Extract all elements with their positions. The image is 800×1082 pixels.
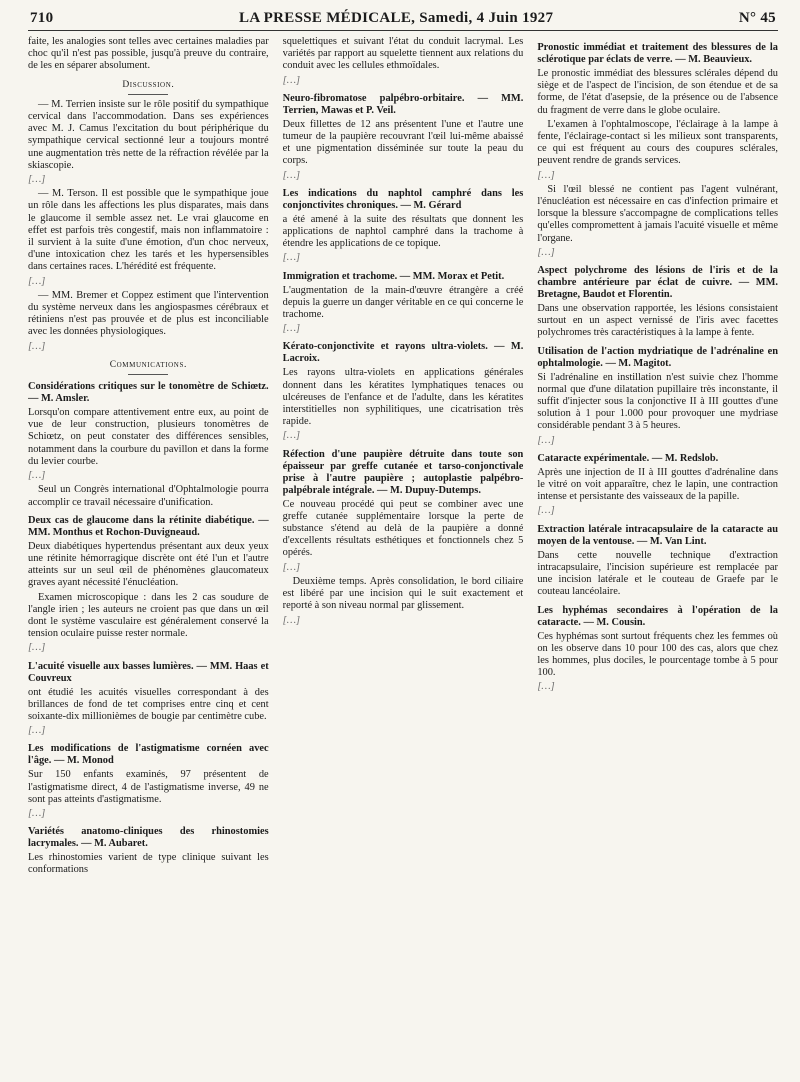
article-heading: Deux cas de glaucome dans la rétinite diabétique. — MM. Monthus et Rochon-Duvigneaud. [28,514,269,538]
column-2 [283,36,524,1064]
paragraph: faite, les analogies sont telles avec certaines maladies par choc qu'il n'est pas possible, jusqu'à preuve du contraire, de les en séparer absolument. [28,36,269,72]
paragraph: squelettiques et suivant l'état du conduit lacrymal. Les variétés par rapport au squelette tiennent aux relations du conduit avec les cellules ethmoïdales. [282,36,524,72]
article-heading: Kérato-conjonctivite et rayons ultra-violets. — M. Lacroix. [282,341,524,365]
paragraph: Lorsqu'on compare attentivement entre eux, au point de vue de leur construction, plusieurs tonomètres de Schiœtz, on peut constater des différences sensibles, notamment dans la courbure du pavillon et dans la forme du levier courbe. [28,407,269,467]
column-1 [28,36,269,1064]
placeholder: […] [282,323,300,335]
placeholder: […] [28,642,46,654]
paragraph: Dans cette nouvelle technique d'extraction intracapsulaire, l'incision supérieure est remplacée par une incision latérale et le couteau de Graefe par le couteau lancéolaire. [537,549,778,598]
text-columns [28,36,778,1064]
paragraph: Le pronostic immédiat des blessures sclérales dépend du siège et de l'aspect de l'incision, de son étendue et de sa forme, de l'état d'asepsie, de la présence ou de l'absence du fragment de verre dans le globe oculaire. [537,68,778,116]
placeholder: […] [282,614,300,626]
journal-title: LA PRESSE MÉDICALE, Samedi, 4 Juin 1927 [239,10,554,26]
placeholder: […] [28,725,46,737]
article-heading: L'acuité visuelle aux basses lumières. — MM. Haas et Couvreux [28,660,269,684]
placeholder: […] [282,169,300,181]
page-number: 710 [30,10,54,26]
paragraph: Deux diabétiques hypertendus présentant aux deux yeux une rétinite hémorragique discrète ont été l'un et l'autre atteints sur un seul œil de phénomènes glaucomateux graves ayant nécessité l'énucléation. [28,540,269,589]
paragraph: Seul un Congrès international d'Ophtalmologie pourra accomplir ce travail nécessaire d'unification. [28,484,269,508]
paragraph: Deuxième temps. Après consolidation, le bord ciliaire est libéré par une incision qui le suit exactement et reporté à son niveau normal par glissement. [282,575,524,612]
placeholder: […] [28,470,46,482]
paragraph: — M. Terson. Il est possible que le sympathique joue un rôle dans les affections les plus disparates, mais dans le glaucome il semble assez net. Le vrai glaucome en effet est parfois très congestif, mais non inflammatoire : il survient à la suite d'une émotion, d'un choc nerveux, d'une intoxication chez les tarés et les hypersensibles dans certaines races. L'hérédité est fréquente. [28,188,269,273]
placeholder: […] [282,430,300,442]
placeholder: […] [537,169,555,181]
placeholder: […] [28,340,46,352]
article-heading: Les hyphémas secondaires à l'opération de la cataracte. — M. Cousin. [537,604,778,628]
paragraph: — MM. Bremer et Coppez estiment que l'intervention du système nerveux dans les angiospasmes cérébraux et rétiniens n'est pas prouvée et de plus est inconciliable avec les données physiologiques. [28,289,269,338]
section-rubric-communications: Communications. [28,359,269,375]
placeholder: […] [537,505,555,517]
article-heading: Extraction latérale intracapsulaire de la cataracte au moyen de la ventouse. — M. Van Lint. [537,523,778,547]
article-heading: Cataracte expérimentale. — M. Redslob. [537,452,719,464]
article-heading: Considérations critiques sur le tonomètre de Schiœtz. — M. Amsler. [28,381,269,405]
placeholder: […] [282,74,300,86]
article-heading: Les modifications de l'astigmatisme cornéen avec l'âge. — M. Monod [28,743,269,767]
paragraph: Si l'œil blessé ne contient pas l'agent vulnérant, l'énucléation est nécessaire en cas d'infection primaire et lorsque la blessure s'accompagne de complications telles qu'elles compromettent à jamais l'acuité visuelle et même l'organe. [537,183,778,244]
section-rubric-discussion: Discussion. [28,79,269,95]
paragraph: Ces hyphémas sont surtout fréquents chez les femmes où on les observe dans 10 pour 100 des cas, alors que chez les hommes, plus dociles, le pourcentage tombe à 5 pour 100. [537,630,778,679]
article-heading: Réfection d'une paupière détruite dans toute son épaisseur par greffe cutanée et tarso-conjonctivale prise à l'autre paupière ; autoplastie palpébro-palpébrale intégrale. — M. Dupuy-Dutemps. [282,448,524,496]
column-3 [537,36,778,1064]
placeholder: […] [282,252,300,264]
paragraph: L'augmentation de la main-d'œuvre étrangère a créé depuis la guerre un danger véritable en ce qui concerne le trachome. [282,284,524,321]
article-heading: Immigration et trachome. — MM. Morax et Petit. [282,270,505,282]
placeholder: […] [537,434,555,446]
paragraph: Les rayons ultra-violets en applications générales donnent dans les kératites lymphatiques tenaces ou ulcéreuses de l'enfance et de l'adulte, dans les kératites interstitielles non syphilitiques, une cicatrisation très rapide. [282,367,524,428]
placeholder: […] [282,561,300,573]
issue-number: N° 45 [738,10,776,26]
paragraph: — M. Terrien insiste sur le rôle positif du sympathique cervical dans l'accommodation. Dans ses expériences avec M. J. Camus l'excitation du bout périphérique du sympathique cervical sectionné leur a toujours montré une augmentation très nette de la réfraction révélée par la skiascopie. [28,98,269,171]
paragraph: ont étudié les acuités visuelles correspondant à des brillances de fond de tet comprises entre cinq et cent soixante-dix millionièmes de bougie par centimètre cube. [28,686,269,722]
paragraph: L'examen à l'ophtalmoscope, l'éclairage à la lampe à fente, l'éclairage-contact si les milieux sont transparents, ce qui est fréquent au cours des coupures sclérales, peuvent rendre de grands services. [537,118,778,167]
paragraph: Examen microscopique : dans les 2 cas soudure de l'angle irien ; les auteurs ne croient pas que dans un œil dont le système vasculaire est généralement conservé la tension oculaire puisse rester normale. [28,591,269,640]
article-heading: Neuro-fibromatose palpébro-orbitaire. — MM. Terrien, Mawas et P. Veil. [282,92,524,116]
placeholder: […] [28,174,46,186]
article-heading: Les indications du naphtol camphré dans les conjonctivites chroniques. — M. Gérard [282,187,524,211]
placeholder: […] [28,807,46,819]
paragraph: Si l'adrénaline en instillation n'est suivie chez l'homme normal que d'une dilatation pupillaire très inconstante, il suffit d'injecter sous la conjonctive II à III gouttes d'une solution à 1 pour 1.000 pour provoquer une mydriase considérable pendant 3 à 5 heures. [537,371,778,432]
paragraph: Dans une observation rapportée, les lésions consistaient surtout en un aspect vernissé de l'iris avec facettes polychromes très caractéristiques à la lampe à fente. [537,303,778,339]
paragraph: Deux fillettes de 12 ans présentent l'une et l'autre une tumeur de la paupière recouvrant l'œil lui-même abaissé et une pigmentation disséminée sur toute la peau du corps. [282,118,524,167]
article-heading: Pronostic immédiat et traitement des blessures de la sclérotique par éclats de verre. — M. Beauvieux. [537,42,778,65]
placeholder: […] [537,681,555,693]
paragraph: Après une injection de II à III gouttes d'adrénaline dans le vitré on voit apparaître, chez le lapin, une contraction intense et persistante des vaisseaux de la papille. [537,466,778,503]
placeholder: […] [537,246,555,258]
placeholder: […] [28,275,46,287]
paragraph: Les rhinostomies varient de type clinique suivant les conformations [28,852,269,876]
paragraph: Ce nouveau procédé qui peut se combiner avec une greffe cutanée supplémentaire lorsque la perte de substance s'étend au delà de la paupière a donné d'excellents résultats esthétiques et fonctionnels chez 5 opérés. [282,498,524,559]
article-heading: Utilisation de l'action mydriatique de l'adrénaline en ophtalmologie. — M. Magitot. [537,345,778,369]
paragraph: Sur 150 enfants examinés, 97 présentent de l'astigmatisme direct, 4 de l'astigmatisme inverse, 49 ne sont pas atteints d'astigmatisme. [28,769,269,805]
masthead [28,10,778,31]
article-heading: Variétés anatomo-cliniques des rhinostomies lacrymales. — M. Aubaret. [28,826,269,850]
paragraph: a été amené à la suite des résultats que donnent les applications de naphtol camphré dans la trachome à étendre les applications de ce topique. [282,213,524,250]
article-heading: Aspect polychrome des lésions de l'iris et de la chambre antérieure par éclat de cuivre. — MM. Bretagne, Baudot et Florentin. [537,265,778,301]
